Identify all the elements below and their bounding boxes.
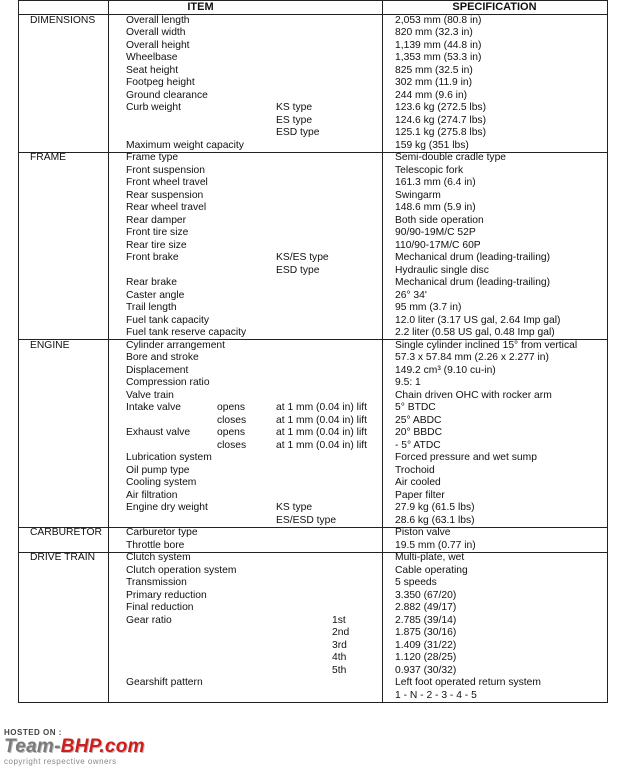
row-item: Cooling system	[126, 477, 197, 488]
section-name: ENGINE	[30, 339, 70, 351]
row-specification: 25° ABDC	[395, 414, 442, 426]
row-item: Front tire size	[126, 227, 189, 238]
section-divider	[19, 152, 607, 153]
row-item: Compression ratio	[126, 377, 210, 388]
row-item: Bore and stroke	[126, 352, 199, 363]
row-gear: 3rd	[332, 639, 347, 651]
row-item: Rear suspension	[126, 189, 204, 201]
row-specification: 5° BTDC	[395, 402, 436, 413]
row-item: Caster angle	[126, 289, 185, 301]
row-condition: KS type	[276, 502, 313, 513]
row-specification: 124.6 kg (274.7 lbs)	[395, 114, 487, 126]
section-divider	[19, 552, 607, 553]
row-specification: 125.1 kg (275.8 lbs)	[395, 127, 487, 138]
row-specification: 302 mm (11.9 in)	[395, 77, 473, 88]
row-condition: KS/ES type	[276, 252, 329, 263]
row-item: Cylinder arrangement	[126, 339, 226, 351]
row-condition: at 1 mm (0.04 in) lift	[276, 427, 367, 438]
row-item: Maximum weight capacity	[126, 139, 244, 151]
row-specification: Paper filter	[395, 489, 445, 501]
row-item: Engine dry weight	[126, 502, 208, 513]
row-item: Clutch operation system	[126, 564, 237, 576]
row-condition: KS type	[276, 102, 313, 113]
row-item: Lubrication system	[126, 452, 212, 463]
row-item: Rear damper	[126, 214, 187, 226]
row-specification: 9.5: 1	[395, 377, 421, 388]
row-item: Intake valve	[126, 402, 181, 413]
row-specification: Mechanical drum (leading-trailing)	[395, 252, 551, 263]
row-item: Rear wheel travel	[126, 202, 207, 213]
column-divider-section	[108, 1, 109, 702]
row-condition: ES type	[276, 114, 313, 126]
row-specification: 5 speeds	[395, 577, 437, 588]
row-specification: Air cooled	[395, 477, 441, 488]
row-condition: at 1 mm (0.04 in) lift	[276, 414, 367, 426]
row-item: Fuel tank capacity	[126, 314, 209, 326]
row-item: Gear ratio	[126, 614, 172, 626]
row-item: Rear brake	[126, 277, 177, 288]
row-specification: Telescopic fork	[395, 164, 464, 176]
row-specification: 19.5 mm (0.77 in)	[395, 539, 476, 551]
row-condition: ESD type	[276, 127, 320, 138]
row-item: Gearshift pattern	[126, 677, 203, 688]
row-condition: at 1 mm (0.04 in) lift	[276, 439, 367, 451]
row-gear: 2nd	[332, 627, 350, 638]
logo-team: Team-	[4, 736, 61, 757]
row-item: Primary reduction	[126, 589, 207, 601]
row-specification: 1.875 (30/16)	[395, 627, 457, 638]
row-specification: 244 mm (9.6 in)	[395, 89, 468, 101]
row-specification: 20° BBDC	[395, 427, 443, 438]
section-name: FRAME	[30, 152, 67, 163]
row-item: Final reduction	[126, 602, 194, 613]
row-item: Footpeg height	[126, 77, 195, 88]
header-specification: SPECIFICATION	[452, 1, 537, 13]
row-specification: Swingarm	[395, 189, 441, 201]
team-bhp-logo	[4, 737, 145, 757]
row-specification: - 5° ATDC	[395, 439, 441, 451]
row-item: Trail length	[126, 302, 177, 313]
row-specification: Multi-plate, wet	[395, 552, 465, 563]
copyright-label: copyright respective owners	[4, 757, 117, 766]
row-item: Overall length	[126, 14, 190, 26]
row-gear: 5th	[332, 664, 347, 676]
row-specification: Left foot operated return system	[395, 677, 541, 688]
row-specification: 26° 34'	[395, 289, 427, 301]
row-sub-label: opens	[217, 402, 246, 413]
row-gear: 4th	[332, 652, 347, 663]
section-name: CARBURETOR	[30, 527, 102, 538]
spec-table	[18, 0, 608, 703]
section-name: DRIVE TRAIN	[30, 552, 96, 563]
row-specification: 123.6 kg (272.5 lbs)	[395, 102, 487, 113]
row-specification: 1.120 (28/25)	[395, 652, 457, 663]
row-specification: 1.409 (31/22)	[395, 639, 457, 651]
row-item: Air filtration	[126, 489, 178, 501]
row-specification: 90/90-19M/C 52P	[395, 227, 476, 238]
row-sub-label: closes	[217, 414, 247, 426]
row-specification: 820 mm (32.3 in)	[395, 27, 473, 38]
row-specification: 1,139 mm (44.8 in)	[395, 39, 482, 51]
row-item: Overall height	[126, 39, 190, 51]
row-specification: 95 mm (3.7 in)	[395, 302, 462, 313]
row-specification: 0.937 (30/32)	[395, 664, 457, 676]
row-specification: Single cylinder inclined 15° from vertical	[395, 339, 578, 351]
row-specification: Hydraulic single disc	[395, 264, 489, 276]
row-specification: 1 - N - 2 - 3 - 4 - 5	[395, 689, 477, 701]
row-specification: 57.3 x 57.84 mm (2.26 x 2.277 in)	[395, 352, 549, 363]
row-item: Front brake	[126, 252, 179, 263]
row-item: Curb weight	[126, 102, 181, 113]
row-gear: 1st	[332, 614, 346, 626]
row-condition: ES/ESD type	[276, 514, 337, 526]
watermark	[4, 728, 145, 766]
row-item: Valve train	[126, 389, 174, 401]
row-specification: Semi-double cradle type	[395, 152, 507, 163]
row-item: Exhaust valve	[126, 427, 191, 438]
row-specification: 1,353 mm (53.3 in)	[395, 52, 482, 63]
row-specification: Cable operating	[395, 564, 468, 576]
section-divider	[19, 527, 607, 528]
row-condition: ESD type	[276, 264, 320, 276]
row-item: Wheelbase	[126, 52, 178, 63]
row-specification: 825 mm (32.5 in)	[395, 64, 473, 76]
row-specification: 159 kg (351 lbs)	[395, 139, 469, 151]
row-item: Displacement	[126, 364, 189, 376]
row-specification: 12.0 liter (3.17 US gal, 2.64 Imp gal)	[395, 314, 561, 326]
row-item: Throttle bore	[126, 539, 185, 551]
logo-bhp: BHP.com	[60, 736, 145, 757]
row-specification: 110/90-17M/C 60P	[395, 239, 481, 251]
row-condition: at 1 mm (0.04 in) lift	[276, 402, 367, 413]
row-specification: Piston valve	[395, 527, 451, 538]
row-specification: 2.882 (49/17)	[395, 602, 457, 613]
row-item: Front suspension	[126, 164, 205, 176]
row-sub-label: opens	[217, 427, 246, 438]
header-item: ITEM	[187, 1, 214, 13]
row-item: Front wheel travel	[126, 177, 208, 188]
row-item: Ground clearance	[126, 89, 208, 101]
row-specification: 161.3 mm (6.4 in)	[395, 177, 476, 188]
row-specification: Chain driven OHC with rocker arm	[395, 389, 552, 401]
row-item: Overall width	[126, 27, 186, 38]
row-specification: Trochoid	[395, 464, 435, 476]
row-item: Rear tire size	[126, 239, 187, 251]
row-specification: 149.2 cm³ (9.10 cu-in)	[395, 364, 496, 376]
row-specification: Mechanical drum (leading-trailing)	[395, 277, 551, 288]
row-specification: 148.6 mm (5.9 in)	[395, 202, 476, 213]
hosted-on-label: HOSTED ON :	[4, 728, 62, 737]
row-specification: 2,053 mm (80.8 in)	[395, 14, 482, 26]
row-sub-label: closes	[217, 439, 247, 451]
row-item: Frame type	[126, 152, 179, 163]
row-specification: 28.6 kg (63.1 lbs)	[395, 514, 475, 526]
row-specification: 2.785 (39/14)	[395, 614, 457, 626]
row-specification: 27.9 kg (61.5 lbs)	[395, 502, 475, 513]
row-item: Seat height	[126, 64, 179, 76]
row-item: Fuel tank reserve capacity	[126, 327, 247, 338]
section-name: DIMENSIONS	[30, 14, 96, 26]
row-item: Carburetor type	[126, 527, 198, 538]
row-item: Oil pump type	[126, 464, 190, 476]
row-item: Transmission	[126, 577, 187, 588]
column-divider-spec	[382, 1, 383, 702]
row-item: Clutch system	[126, 552, 191, 563]
row-specification: Both side operation	[395, 214, 484, 226]
row-specification: 2.2 liter (0.58 US gal, 0.48 Imp gal)	[395, 327, 555, 338]
row-specification: Forced pressure and wet sump	[395, 452, 537, 463]
row-specification: 3.350 (67/20)	[395, 589, 457, 601]
